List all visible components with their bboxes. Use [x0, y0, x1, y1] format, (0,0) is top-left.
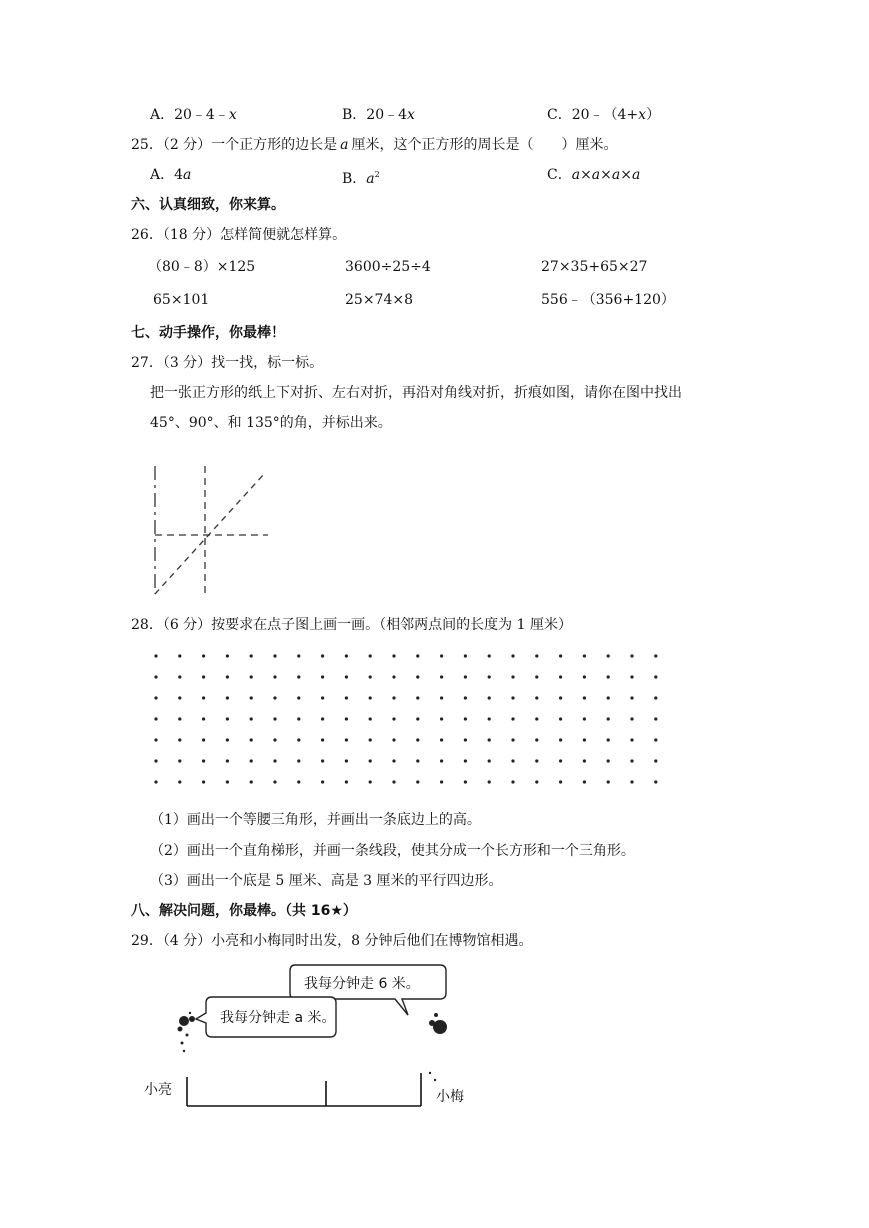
q26-expr-3: 27×35+65×27 — [541, 259, 648, 275]
grid-dot — [250, 717, 253, 720]
grid-dot — [488, 675, 491, 678]
grid-dot — [416, 696, 419, 699]
grid-dot — [321, 654, 324, 657]
grid-dot — [226, 759, 229, 762]
grid-dot — [416, 780, 419, 783]
q28-stem: 28．（6 分）按要求在点子图上画一画。（相邻两点间的长度为 1 厘米） — [131, 617, 572, 633]
xiaoliang-figure — [178, 1012, 196, 1052]
grid-dot — [535, 654, 538, 657]
q26-expr-5: 25×74×8 — [345, 292, 413, 308]
q25-option-b: B．$a^2$ — [342, 170, 380, 187]
grid-dot — [273, 780, 276, 783]
meeting-illustration — [140, 955, 480, 1115]
grid-dot — [250, 738, 253, 741]
grid-dot — [345, 738, 348, 741]
grid-dot — [559, 738, 562, 741]
grid-dot — [369, 738, 372, 741]
grid-dot — [583, 717, 586, 720]
grid-dot — [464, 759, 467, 762]
grid-dot — [535, 738, 538, 741]
grid-dot — [583, 759, 586, 762]
grid-dot — [559, 696, 562, 699]
section-6-heading: 六、认真细致，你来算。 — [131, 197, 285, 213]
grid-dot — [464, 780, 467, 783]
grid-dot — [321, 675, 324, 678]
grid-dot — [154, 696, 157, 699]
grid-dot — [392, 759, 395, 762]
grid-dot — [630, 780, 633, 783]
grid-dot — [297, 738, 300, 741]
grid-dot — [511, 654, 514, 657]
grid-dot — [559, 780, 562, 783]
grid-dot — [488, 717, 491, 720]
folded-square-figure — [140, 460, 280, 602]
road-segment — [187, 1073, 421, 1106]
grid-dot — [392, 717, 395, 720]
grid-dot — [440, 696, 443, 699]
q28-item-3: （3）画出一个底是 5 厘米、高是 3 厘米的平行四边形。 — [150, 873, 503, 889]
grid-dot — [297, 654, 300, 657]
q25-stem: 25．（2 分）一个正方形的边长是 a 厘米，这个正方形的周长是（ ）厘米。 — [131, 137, 618, 153]
bubble-right-text: 我每分钟走 6 米。 — [304, 976, 420, 992]
grid-dot — [440, 675, 443, 678]
grid-dot — [345, 780, 348, 783]
bubble-left-text: 我每分钟走 a 米。 — [220, 1010, 336, 1026]
q26-expr-2: 3600÷25÷4 — [345, 259, 431, 275]
grid-dot — [440, 654, 443, 657]
grid-dot — [202, 780, 205, 783]
grid-dot — [654, 654, 657, 657]
q24-option-c: C．20﹣（4+x） — [547, 107, 661, 123]
grid-dot — [273, 717, 276, 720]
grid-dot — [654, 675, 657, 678]
grid-dot — [583, 780, 586, 783]
grid-dot — [464, 738, 467, 741]
grid-dot — [369, 717, 372, 720]
q27-line-2: 45°、90°、和 135°的角，并标出来。 — [150, 415, 392, 431]
grid-dot — [416, 759, 419, 762]
label-xiaoliang: 小亮 — [144, 1082, 172, 1098]
grid-dot — [250, 696, 253, 699]
grid-dot — [464, 717, 467, 720]
grid-dot — [511, 759, 514, 762]
grid-dot — [273, 696, 276, 699]
q28-item-2: （2）画出一个直角梯形，并画一条线段，使其分成一个长方形和一个三角形。 — [150, 843, 635, 859]
grid-dot — [202, 696, 205, 699]
grid-dot — [583, 738, 586, 741]
q25-option-a: A．4a — [150, 167, 192, 183]
grid-dot — [559, 654, 562, 657]
grid-dot — [559, 717, 562, 720]
grid-dot — [511, 675, 514, 678]
grid-dot — [488, 759, 491, 762]
grid-dot — [559, 759, 562, 762]
grid-dot — [369, 696, 372, 699]
grid-dot — [535, 780, 538, 783]
grid-dot — [321, 759, 324, 762]
grid-dot — [392, 780, 395, 783]
grid-dot — [654, 717, 657, 720]
grid-dot — [416, 675, 419, 678]
grid-dot — [273, 675, 276, 678]
q29-stem: 29．（4 分）小亮和小梅同时出发，8 分钟后他们在博物馆相遇。 — [131, 933, 533, 949]
grid-dot — [297, 780, 300, 783]
grid-dot — [273, 654, 276, 657]
grid-dot — [392, 654, 395, 657]
grid-dot — [440, 780, 443, 783]
grid-dot — [511, 780, 514, 783]
grid-dot — [607, 654, 610, 657]
grid-dot — [154, 759, 157, 762]
grid-dot — [178, 759, 181, 762]
grid-dot — [369, 654, 372, 657]
grid-dot — [416, 738, 419, 741]
q24-option-a: A．20﹣4﹣x — [150, 107, 237, 123]
q25-option-c: C．a×a×a×a — [547, 167, 641, 183]
grid-dot — [440, 738, 443, 741]
grid-dot — [607, 696, 610, 699]
grid-dot — [250, 780, 253, 783]
grid-dot — [535, 696, 538, 699]
grid-dot — [369, 780, 372, 783]
q24-option-b: B．20﹣4x — [342, 107, 415, 123]
grid-dot — [654, 696, 657, 699]
grid-dot — [488, 654, 491, 657]
grid-dot — [154, 654, 157, 657]
dot-grid — [140, 646, 670, 796]
grid-dot — [630, 759, 633, 762]
section-8-heading: 八、解决问题，你最棒。（共 16★） — [131, 903, 357, 919]
grid-dot — [226, 654, 229, 657]
q26-stem: 26．（18 分）怎样简便就怎样算。 — [131, 227, 347, 243]
q26-expr-1: （80﹣8）×125 — [148, 259, 256, 275]
grid-dot — [416, 717, 419, 720]
grid-dot — [630, 696, 633, 699]
grid-dot — [488, 738, 491, 741]
grid-dot — [559, 675, 562, 678]
grid-dot — [345, 675, 348, 678]
grid-dot — [178, 696, 181, 699]
grid-dot — [535, 675, 538, 678]
q26-expr-4: 65×101 — [153, 292, 210, 308]
grid-dot — [202, 759, 205, 762]
grid-dot — [321, 696, 324, 699]
grid-dot — [178, 738, 181, 741]
grid-dot — [464, 654, 467, 657]
grid-dot — [416, 654, 419, 657]
grid-dot — [583, 675, 586, 678]
grid-dot — [440, 717, 443, 720]
grid-dot — [154, 675, 157, 678]
grid-dot — [273, 738, 276, 741]
grid-dot — [607, 759, 610, 762]
grid-dot — [250, 675, 253, 678]
grid-dot — [321, 738, 324, 741]
grid-dot — [654, 780, 657, 783]
grid-dot — [583, 654, 586, 657]
grid-dot — [511, 738, 514, 741]
grid-dot — [297, 759, 300, 762]
grid-dot — [345, 696, 348, 699]
grid-dot — [488, 696, 491, 699]
grid-dot — [511, 696, 514, 699]
grid-dot — [369, 675, 372, 678]
grid-dot — [464, 696, 467, 699]
grid-dot — [345, 654, 348, 657]
grid-dot — [630, 717, 633, 720]
speech-bubble-left — [196, 997, 336, 1037]
grid-dot — [464, 675, 467, 678]
grid-dot — [202, 654, 205, 657]
grid-dot — [607, 675, 610, 678]
grid-dot — [226, 696, 229, 699]
grid-dot — [607, 780, 610, 783]
fold-diagonal — [155, 474, 264, 594]
q27-stem: 27．（3 分）找一找，标一标。 — [131, 355, 324, 371]
grid-dot — [226, 780, 229, 783]
grid-dot — [154, 738, 157, 741]
q26-expr-6: 556﹣（356+120） — [541, 292, 675, 308]
grid-dot — [392, 675, 395, 678]
grid-dot — [654, 759, 657, 762]
grid-dot — [535, 759, 538, 762]
grid-dot — [178, 780, 181, 783]
grid-dot — [273, 759, 276, 762]
grid-dot — [607, 717, 610, 720]
grid-dot — [535, 717, 538, 720]
grid-dot — [202, 717, 205, 720]
grid-dot — [178, 654, 181, 657]
q27-line-1: 把一张正方形的纸上下对折、左右对折，再沿对角线对折，折痕如图，请你在图中找出 — [150, 385, 682, 401]
grid-dot — [250, 654, 253, 657]
grid-dot — [583, 696, 586, 699]
grid-dot — [178, 717, 181, 720]
grid-dot — [392, 696, 395, 699]
grid-dot — [202, 675, 205, 678]
grid-dot — [226, 717, 229, 720]
grid-dot — [630, 675, 633, 678]
grid-dot — [654, 738, 657, 741]
grid-dot — [226, 675, 229, 678]
grid-dot — [202, 738, 205, 741]
grid-dot — [297, 717, 300, 720]
grid-dot — [511, 717, 514, 720]
grid-dot — [226, 738, 229, 741]
grid-dot — [345, 759, 348, 762]
grid-dot — [630, 738, 633, 741]
grid-dot — [630, 654, 633, 657]
grid-dot — [345, 717, 348, 720]
grid-dot — [154, 780, 157, 783]
grid-dot — [369, 759, 372, 762]
q28-item-1: （1）画出一个等腰三角形，并画出一条底边上的高。 — [150, 812, 481, 828]
grid-dot — [321, 780, 324, 783]
grid-dot — [297, 696, 300, 699]
grid-dot — [250, 759, 253, 762]
label-xiaomei: 小梅 — [436, 1089, 464, 1105]
grid-dot — [178, 675, 181, 678]
grid-dot — [297, 675, 300, 678]
section-7-heading: 七、动手操作，你最棒！ — [131, 325, 285, 341]
xiaomei-figure — [429, 1013, 447, 1081]
grid-dot — [392, 738, 395, 741]
grid-dot — [321, 717, 324, 720]
grid-dot — [488, 780, 491, 783]
grid-dot — [440, 759, 443, 762]
grid-dot — [154, 717, 157, 720]
grid-dot — [607, 738, 610, 741]
